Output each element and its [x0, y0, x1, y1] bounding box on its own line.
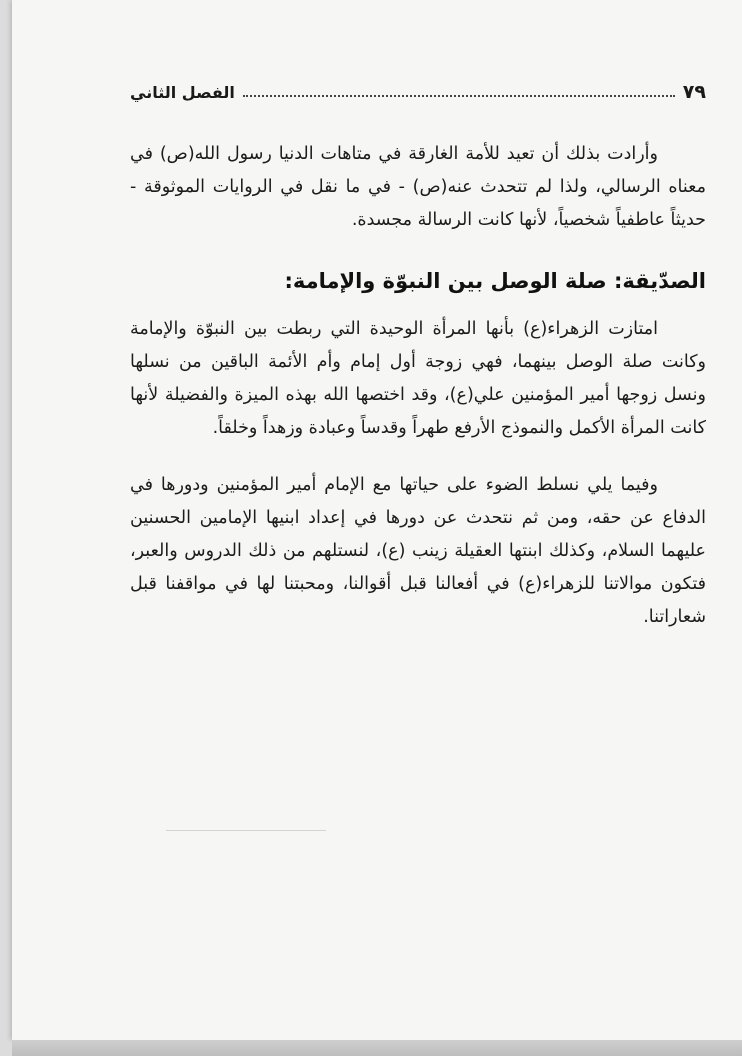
paragraph-2: امتازت الزهراء(ع) بأنها المرأة الوحيدة التي ربطت بين النبوّة والإمامة وكانت صلة الوصل بينهما، فهي زوجة أول إمام وأم الأئمة الباقين من نسلها ونسل زوجها أمير المؤمنين علي(ع)، وقد اختصها الله بهذه الميزة والفضيلة لأنها كانت المرأة الأكمل والنموذج الأرفع طهراً وقدساً وعبادة وزهداً وخلقاً. — [130, 319, 706, 438]
paragraph-1: وأرادت بذلك أن تعيد للأمة الغارقة في متاهات الدنيا رسول الله(ص) في معناه الرسالي، ولذا لم تتحدث عنه(ص) - في ما نقل في الروايات الموثوقة - حديثاً عاطفياً شخصياً، لأنها كانت الرسالة مجسدة. — [130, 144, 706, 230]
paragraph-gap — [130, 445, 706, 469]
paragraph-3: وفيما يلي نسلط الضوء على حياتها مع الإمام أمير المؤمنين ودورها في الدفاع عن حقه، ومن ثم نتحدث عن دورها في إعداد ابنيها الإمامين الحسنين عليهما السلام، وكذلك ابنتها العقيلة زينب (ع)، لنستلهم من ذلك الدروس والعبر، فتكون موالاتنا للزهراء(ع) في أفعالنا قبل أقوالنا، ومحبتنا لها في مواقفنا قبل شعاراتنا. — [130, 475, 706, 627]
bleed-through-footnote-rule — [166, 830, 326, 831]
chapter-title: الفصل الثاني — [130, 82, 235, 102]
book-page — [12, 0, 742, 1040]
page-header — [130, 78, 706, 106]
page-body — [130, 138, 706, 634]
header-dotted-leader — [243, 95, 675, 97]
page-number: ٧٩ — [682, 81, 706, 103]
section-heading: الصدّيقة: صلة الوصل بين النبوّة والإمامة: — [284, 269, 706, 293]
